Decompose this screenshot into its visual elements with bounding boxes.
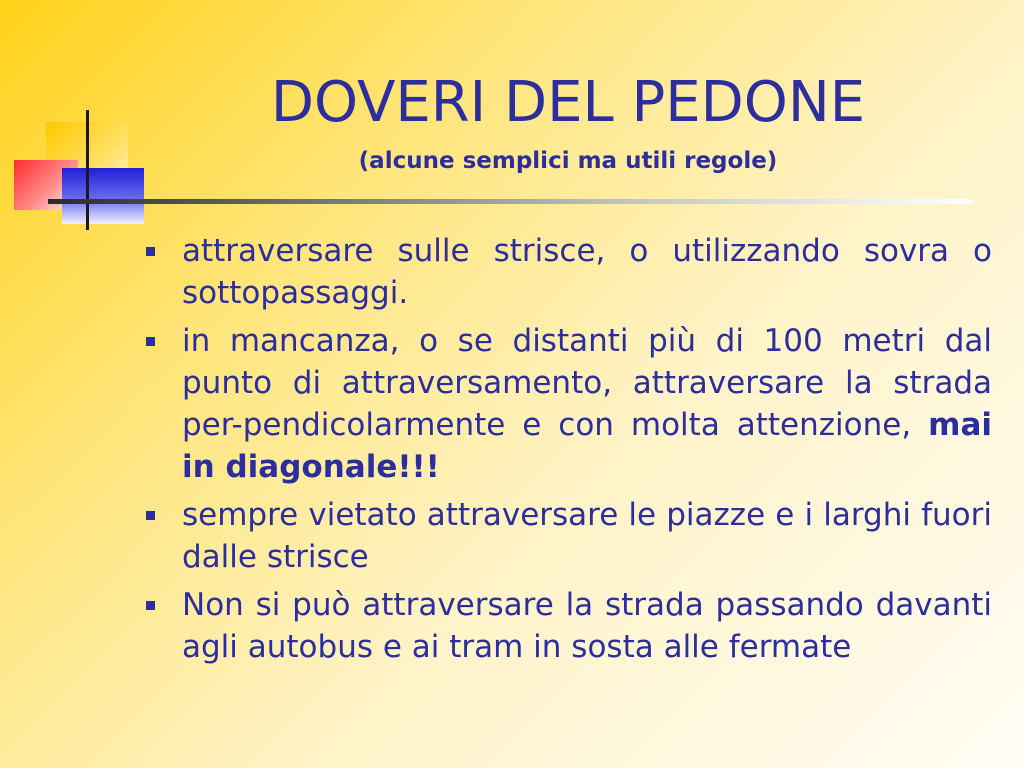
slide-subtitle: (alcune semplici ma utili regole)	[358, 148, 778, 174]
bullet-text: in mancanza, o se distanti più di 100 metri dal punto di attraversamento, attraversare la strada per-pendicolarmente e con molta attenzione,	[182, 323, 992, 443]
blue-square-decoration	[62, 168, 144, 224]
square-bullet-icon	[146, 601, 155, 610]
bullet-item-3	[140, 494, 992, 578]
bullet-item-4	[140, 584, 992, 668]
slide-title: DOVERI DEL PEDONE	[270, 70, 866, 135]
bullet-emphasis: mai in diagonale!!!	[182, 407, 992, 485]
bullet-item-2	[140, 320, 992, 488]
square-bullet-icon	[146, 247, 155, 256]
bullet-text: sempre vietato attraversare le piazze e i larghi fuori dalle strisce	[182, 497, 992, 575]
bullet-text: Non si può attraversare la strada passando davanti agli autobus e ai tram in sosta alle fermate	[182, 587, 992, 665]
square-bullet-icon	[146, 511, 155, 520]
square-bullet-icon	[146, 337, 155, 346]
bullet-list	[140, 230, 992, 674]
bullet-text: attraversare sulle strisce, o utilizzando sovra o sottopassaggi.	[182, 233, 992, 311]
vertical-line-decoration	[86, 110, 89, 230]
bullet-item-1	[140, 230, 992, 314]
title-underline	[48, 199, 972, 204]
